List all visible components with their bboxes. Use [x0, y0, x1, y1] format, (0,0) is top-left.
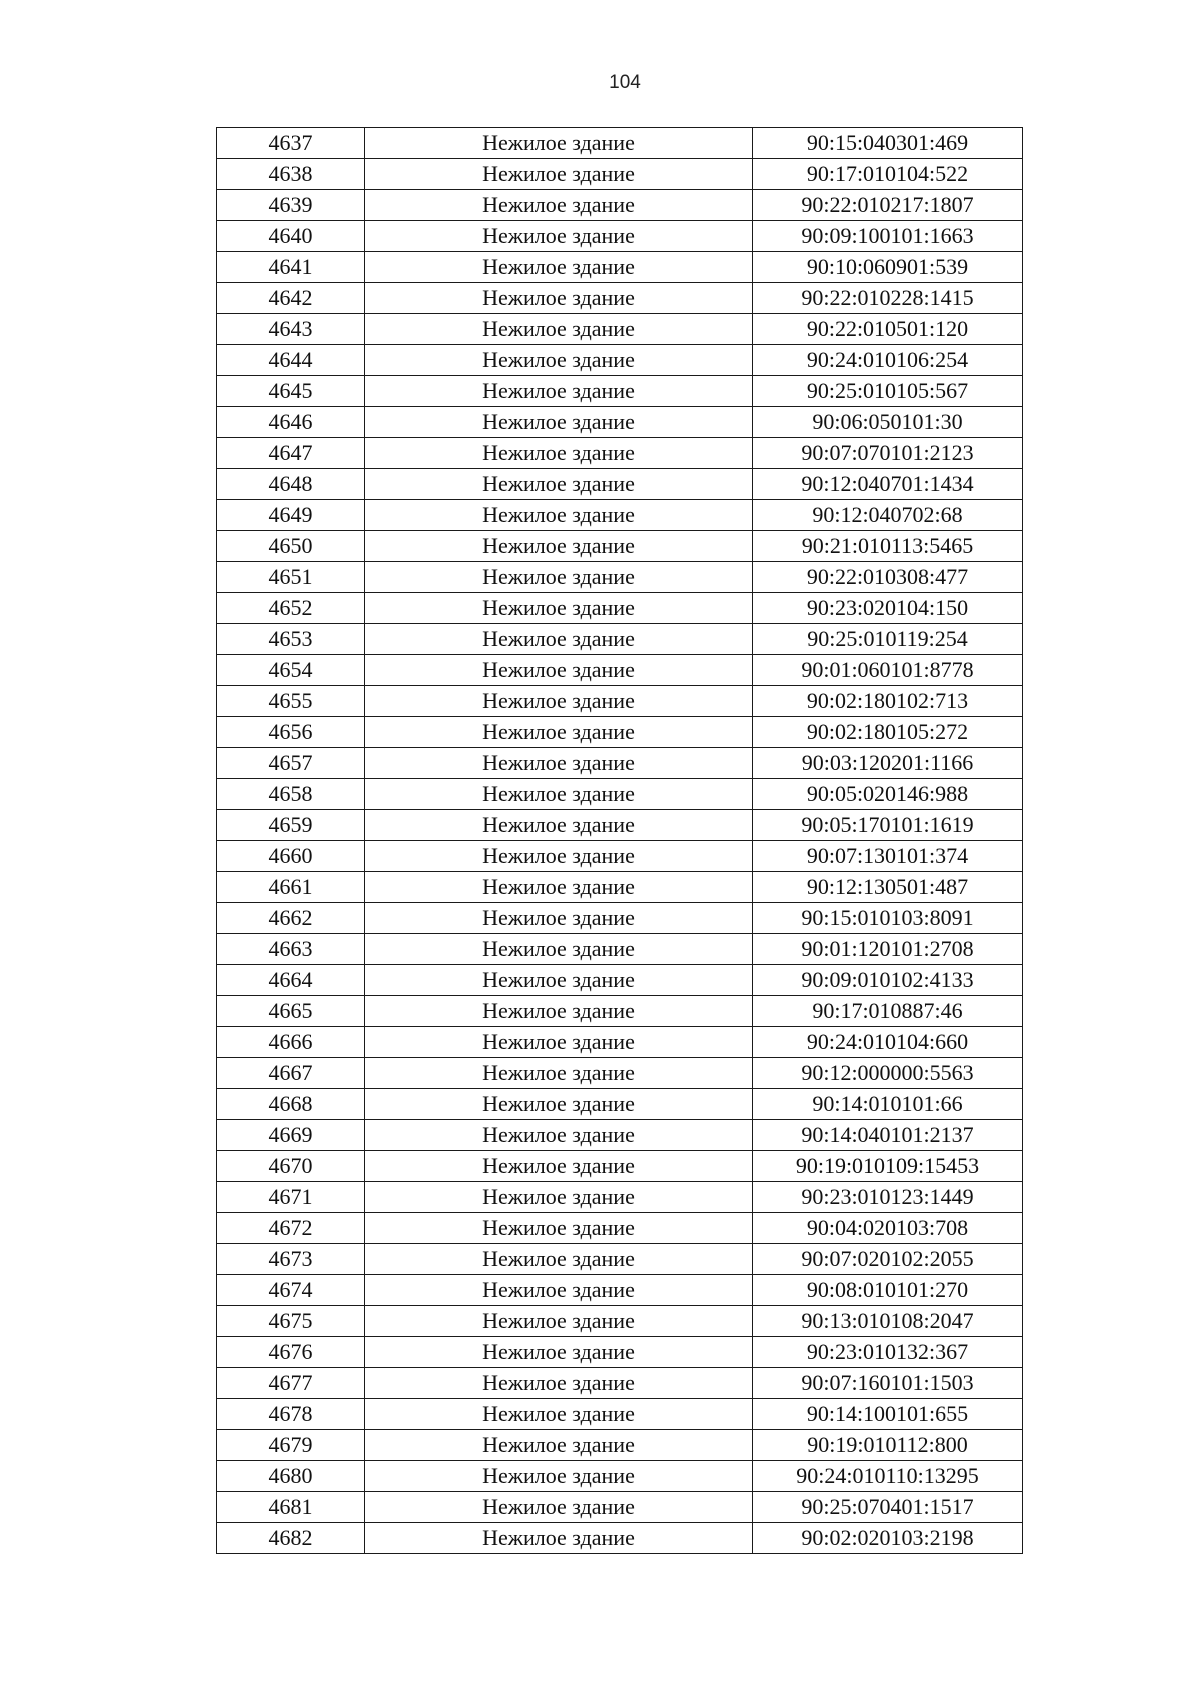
object-type-cell: Нежилое здание	[365, 438, 753, 469]
object-type-cell: Нежилое здание	[365, 376, 753, 407]
cadastral-number-cell: 90:07:070101:2123	[753, 438, 1023, 469]
object-type-cell: Нежилое здание	[365, 562, 753, 593]
row-number-cell: 4657	[217, 748, 365, 779]
object-type-cell: Нежилое здание	[365, 624, 753, 655]
cadastral-number-cell: 90:22:010308:477	[753, 562, 1023, 593]
cadastral-number-cell: 90:23:010123:1449	[753, 1182, 1023, 1213]
table-row	[217, 903, 1023, 934]
table-row	[217, 407, 1023, 438]
object-type-cell: Нежилое здание	[365, 531, 753, 562]
table-row	[217, 1120, 1023, 1151]
cadastral-number-cell: 90:25:010105:567	[753, 376, 1023, 407]
cadastral-number-cell: 90:04:020103:708	[753, 1213, 1023, 1244]
cadastral-number-cell: 90:07:020102:2055	[753, 1244, 1023, 1275]
object-type-cell: Нежилое здание	[365, 996, 753, 1027]
row-number-cell: 4670	[217, 1151, 365, 1182]
cadastral-number-cell: 90:02:180105:272	[753, 717, 1023, 748]
cadastral-number-cell: 90:15:010103:8091	[753, 903, 1023, 934]
row-number-cell: 4679	[217, 1430, 365, 1461]
cadastral-number-cell: 90:01:060101:8778	[753, 655, 1023, 686]
row-number-cell: 4667	[217, 1058, 365, 1089]
object-type-cell: Нежилое здание	[365, 965, 753, 996]
cadastral-number-cell: 90:17:010104:522	[753, 159, 1023, 190]
row-number-cell: 4656	[217, 717, 365, 748]
cadastral-number-cell: 90:24:010110:13295	[753, 1461, 1023, 1492]
cadastral-number-cell: 90:07:160101:1503	[753, 1368, 1023, 1399]
row-number-cell: 4677	[217, 1368, 365, 1399]
cadastral-number-cell: 90:19:010112:800	[753, 1430, 1023, 1461]
cadastral-number-cell: 90:09:010102:4133	[753, 965, 1023, 996]
object-type-cell: Нежилое здание	[365, 934, 753, 965]
table-row	[217, 624, 1023, 655]
cadastral-number-cell: 90:24:010106:254	[753, 345, 1023, 376]
table-row	[217, 345, 1023, 376]
object-type-cell: Нежилое здание	[365, 500, 753, 531]
cadastral-number-cell: 90:25:010119:254	[753, 624, 1023, 655]
object-type-cell: Нежилое здание	[365, 1430, 753, 1461]
row-number-cell: 4652	[217, 593, 365, 624]
cadastral-number-cell: 90:23:020104:150	[753, 593, 1023, 624]
cadastral-number-cell: 90:01:120101:2708	[753, 934, 1023, 965]
object-type-cell: Нежилое здание	[365, 748, 753, 779]
cadastral-number-cell: 90:22:010228:1415	[753, 283, 1023, 314]
object-type-cell: Нежилое здание	[365, 128, 753, 159]
row-number-cell: 4645	[217, 376, 365, 407]
object-type-cell: Нежилое здание	[365, 779, 753, 810]
object-type-cell: Нежилое здание	[365, 314, 753, 345]
row-number-cell: 4681	[217, 1492, 365, 1523]
table-row	[217, 1275, 1023, 1306]
cadastral-number-cell: 90:06:050101:30	[753, 407, 1023, 438]
table-row	[217, 1058, 1023, 1089]
table-row	[217, 531, 1023, 562]
table-row	[217, 438, 1023, 469]
row-number-cell: 4658	[217, 779, 365, 810]
object-type-cell: Нежилое здание	[365, 283, 753, 314]
table-row	[217, 500, 1023, 531]
table-row	[217, 1523, 1023, 1554]
row-number-cell: 4665	[217, 996, 365, 1027]
table-row	[217, 1368, 1023, 1399]
cadastral-number-cell: 90:08:010101:270	[753, 1275, 1023, 1306]
object-type-cell: Нежилое здание	[365, 345, 753, 376]
page-number: 104	[609, 72, 641, 93]
table-row	[217, 1244, 1023, 1275]
object-type-cell: Нежилое здание	[365, 1523, 753, 1554]
table-row	[217, 717, 1023, 748]
table-row	[217, 1399, 1023, 1430]
object-type-cell: Нежилое здание	[365, 1089, 753, 1120]
cadastral-number-cell: 90:02:020103:2198	[753, 1523, 1023, 1554]
cadastral-number-cell: 90:14:040101:2137	[753, 1120, 1023, 1151]
row-number-cell: 4640	[217, 221, 365, 252]
table-row	[217, 1213, 1023, 1244]
object-type-cell: Нежилое здание	[365, 221, 753, 252]
table-row	[217, 128, 1023, 159]
row-number-cell: 4647	[217, 438, 365, 469]
row-number-cell: 4682	[217, 1523, 365, 1554]
object-type-cell: Нежилое здание	[365, 1399, 753, 1430]
table-row	[217, 562, 1023, 593]
table-row	[217, 376, 1023, 407]
cadastral-number-cell: 90:24:010104:660	[753, 1027, 1023, 1058]
row-number-cell: 4651	[217, 562, 365, 593]
object-type-cell: Нежилое здание	[365, 717, 753, 748]
table-row	[217, 1151, 1023, 1182]
object-type-cell: Нежилое здание	[365, 1151, 753, 1182]
table-row	[217, 1492, 1023, 1523]
row-number-cell: 4661	[217, 872, 365, 903]
row-number-cell: 4674	[217, 1275, 365, 1306]
object-type-cell: Нежилое здание	[365, 407, 753, 438]
table-row	[217, 593, 1023, 624]
cadastral-number-cell: 90:12:130501:487	[753, 872, 1023, 903]
row-number-cell: 4654	[217, 655, 365, 686]
row-number-cell: 4641	[217, 252, 365, 283]
object-type-cell: Нежилое здание	[365, 469, 753, 500]
table-row	[217, 655, 1023, 686]
object-type-cell: Нежилое здание	[365, 252, 753, 283]
row-number-cell: 4664	[217, 965, 365, 996]
object-type-cell: Нежилое здание	[365, 1244, 753, 1275]
object-type-cell: Нежилое здание	[365, 1213, 753, 1244]
table-row	[217, 686, 1023, 717]
row-number-cell: 4643	[217, 314, 365, 345]
table-body	[217, 128, 1023, 1554]
object-type-cell: Нежилое здание	[365, 872, 753, 903]
cadastral-number-cell: 90:22:010217:1807	[753, 190, 1023, 221]
row-number-cell: 4638	[217, 159, 365, 190]
cadastral-number-cell: 90:14:100101:655	[753, 1399, 1023, 1430]
cadastral-number-cell: 90:05:170101:1619	[753, 810, 1023, 841]
table-row	[217, 469, 1023, 500]
object-type-cell: Нежилое здание	[365, 1120, 753, 1151]
cadastral-number-cell: 90:12:000000:5563	[753, 1058, 1023, 1089]
table-row	[217, 965, 1023, 996]
row-number-cell: 4660	[217, 841, 365, 872]
row-number-cell: 4663	[217, 934, 365, 965]
table-row	[217, 841, 1023, 872]
table-row	[217, 221, 1023, 252]
table-row	[217, 283, 1023, 314]
cadastral-number-cell: 90:17:010887:46	[753, 996, 1023, 1027]
object-type-cell: Нежилое здание	[365, 159, 753, 190]
cadastral-number-cell: 90:12:040701:1434	[753, 469, 1023, 500]
row-number-cell: 4668	[217, 1089, 365, 1120]
cadastral-number-cell: 90:09:100101:1663	[753, 221, 1023, 252]
row-number-cell: 4671	[217, 1182, 365, 1213]
table-row	[217, 314, 1023, 345]
object-type-cell: Нежилое здание	[365, 841, 753, 872]
object-type-cell: Нежилое здание	[365, 1182, 753, 1213]
object-type-cell: Нежилое здание	[365, 903, 753, 934]
cadastral-number-cell: 90:12:040702:68	[753, 500, 1023, 531]
object-type-cell: Нежилое здание	[365, 1492, 753, 1523]
cadastral-number-cell: 90:14:010101:66	[753, 1089, 1023, 1120]
object-type-cell: Нежилое здание	[365, 1461, 753, 1492]
row-number-cell: 4639	[217, 190, 365, 221]
object-type-cell: Нежилое здание	[365, 810, 753, 841]
cadastral-number-cell: 90:13:010108:2047	[753, 1306, 1023, 1337]
table-row	[217, 1337, 1023, 1368]
object-type-cell: Нежилое здание	[365, 190, 753, 221]
cadastral-number-cell: 90:03:120201:1166	[753, 748, 1023, 779]
cadastral-number-cell: 90:25:070401:1517	[753, 1492, 1023, 1523]
row-number-cell: 4642	[217, 283, 365, 314]
object-type-cell: Нежилое здание	[365, 1058, 753, 1089]
table-row	[217, 872, 1023, 903]
row-number-cell: 4646	[217, 407, 365, 438]
row-number-cell: 4659	[217, 810, 365, 841]
object-type-cell: Нежилое здание	[365, 1027, 753, 1058]
table-row	[217, 252, 1023, 283]
row-number-cell: 4653	[217, 624, 365, 655]
table-row	[217, 810, 1023, 841]
table-row	[217, 1430, 1023, 1461]
cadastral-number-cell: 90:21:010113:5465	[753, 531, 1023, 562]
object-type-cell: Нежилое здание	[365, 655, 753, 686]
row-number-cell: 4655	[217, 686, 365, 717]
cadastral-number-cell: 90:07:130101:374	[753, 841, 1023, 872]
table-row	[217, 996, 1023, 1027]
row-number-cell: 4644	[217, 345, 365, 376]
table-row	[217, 748, 1023, 779]
row-number-cell: 4650	[217, 531, 365, 562]
row-number-cell: 4649	[217, 500, 365, 531]
object-type-cell: Нежилое здание	[365, 1337, 753, 1368]
table-row	[217, 1461, 1023, 1492]
table-row	[217, 159, 1023, 190]
table-row	[217, 1306, 1023, 1337]
row-number-cell: 4669	[217, 1120, 365, 1151]
object-type-cell: Нежилое здание	[365, 686, 753, 717]
row-number-cell: 4673	[217, 1244, 365, 1275]
row-number-cell: 4648	[217, 469, 365, 500]
object-type-cell: Нежилое здание	[365, 1368, 753, 1399]
cadastral-number-cell: 90:02:180102:713	[753, 686, 1023, 717]
row-number-cell: 4676	[217, 1337, 365, 1368]
cadastral-number-cell: 90:10:060901:539	[753, 252, 1023, 283]
table-row	[217, 779, 1023, 810]
cadastral-number-cell: 90:19:010109:15453	[753, 1151, 1023, 1182]
cadastral-number-cell: 90:15:040301:469	[753, 128, 1023, 159]
object-type-cell: Нежилое здание	[365, 1275, 753, 1306]
row-number-cell: 4666	[217, 1027, 365, 1058]
row-number-cell: 4680	[217, 1461, 365, 1492]
registry-table	[216, 127, 1023, 1554]
object-type-cell: Нежилое здание	[365, 593, 753, 624]
table-row	[217, 934, 1023, 965]
row-number-cell: 4637	[217, 128, 365, 159]
cadastral-number-cell: 90:22:010501:120	[753, 314, 1023, 345]
table-row	[217, 190, 1023, 221]
cadastral-number-cell: 90:05:020146:988	[753, 779, 1023, 810]
row-number-cell: 4662	[217, 903, 365, 934]
table-row	[217, 1182, 1023, 1213]
table-row	[217, 1027, 1023, 1058]
row-number-cell: 4672	[217, 1213, 365, 1244]
row-number-cell: 4678	[217, 1399, 365, 1430]
row-number-cell: 4675	[217, 1306, 365, 1337]
cadastral-number-cell: 90:23:010132:367	[753, 1337, 1023, 1368]
table-row	[217, 1089, 1023, 1120]
object-type-cell: Нежилое здание	[365, 1306, 753, 1337]
